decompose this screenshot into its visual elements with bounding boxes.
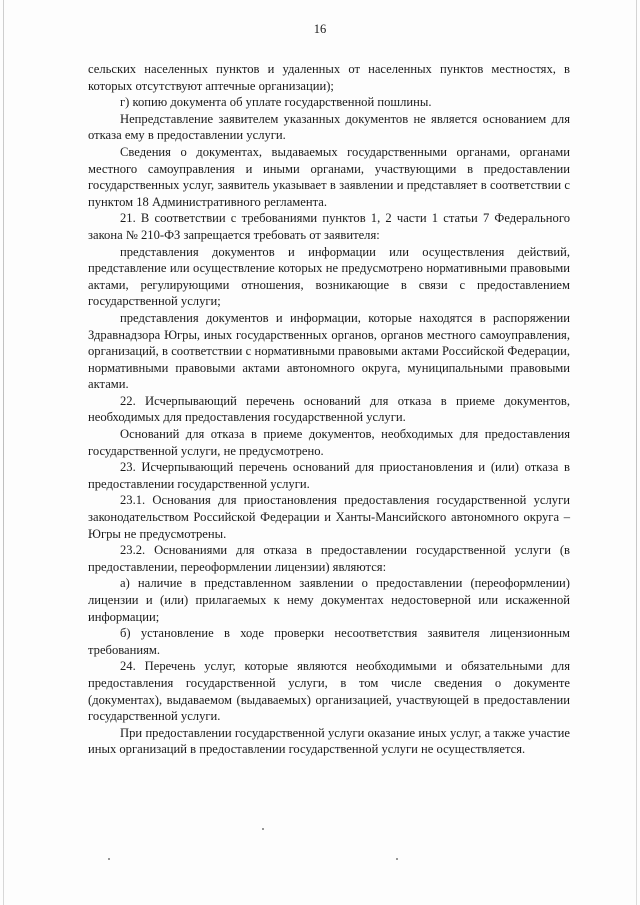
page-number: 16: [313, 22, 327, 36]
paragraph-10: 23. Исчерпывающий перечень оснований для приостановления и (или) отказа в предоставлении государственной услуги.: [88, 460, 570, 491]
paragraph-12: 23.2. Основаниями для отказа в предоставлении государственной услуги (в предоставлении, переоформлении лицензии) являются:: [88, 543, 570, 574]
paragraph-2: г) копию документа об уплате государственной пошлины.: [120, 95, 432, 110]
paragraph-3: Непредставление заявителем указанных документов не является основанием для отказа ему в предоставлении услуги.: [88, 111, 570, 143]
paragraph-13: а) наличие в представленном заявлении о предоставлении (переоформлении) лицензии и (или) прилагаемых к нему документах недостоверной или искаженной информации;: [88, 576, 570, 624]
paragraph-5: 21. В соответствии с требованиями пунктов 1, 2 части 1 статьи 7 Федерального закона № 210-ФЗ запрещается требовать от заявителя:: [88, 211, 570, 242]
paragraph-15: 24. Перечень услуг, которые являются необходимыми и обязательными для предоставления государственной услуги, в том числе сведения о документе (документах), выдаваемом (выдаваемых) организацией, участвующей в предоставлении государственной услуги.: [88, 659, 570, 724]
paragraph-11: 23.1. Основания для приостановления предоставления государственной услуги законодательством Российской Федерации и Ханты-Мансийского автономного округа – Югры не предусмотрены.: [88, 493, 570, 541]
page-edge-left: [3, 0, 4, 905]
scan-speck: [396, 858, 398, 860]
scan-speck: [262, 828, 264, 830]
paragraph-7: представления документов и информации, которые находятся в распоряжении Здравнадзора Югры, иных государственных органов, органов местного самоуправления, организаций, в соответствии с нормативными правовыми актами Российской Федерации, нормативными правовыми актами автономного округа, муниципальными правовыми актами.: [88, 310, 570, 392]
paragraph-8: 22. Исчерпывающий перечень оснований для отказа в приеме документов, необходимых для предоставления государственной услуги.: [88, 393, 570, 425]
paragraph-9: Оснований для отказа в приеме документов, необходимых для предоставления государственной услуги, не предусмотрено.: [88, 427, 570, 458]
scan-speck: [108, 858, 110, 860]
paragraph-4: Сведения о документах, выдаваемых государственными органами, органами местного самоуправления и иными органами, участвующими в предоставлении государственных услуг, заявитель указывает в заявлении и представляет в соответствии с пунктом 18 Административного регламента.: [88, 144, 570, 209]
document-body: [88, 61, 570, 758]
paragraph-1: сельских населенных пунктов и удаленных от населенных пунктов местностях, в которых отсутствуют аптечные организации);: [88, 62, 570, 93]
paragraph-6: представления документов и информации или осуществления действий, представление или осуществление которых не предусмотрено нормативными правовыми актами, регулирующими отношения, возникающие в связи с предоставлением государственной услуги;: [88, 244, 570, 309]
paragraph-14: б) установление в ходе проверки несоответствия заявителя лицензионным требованиям.: [88, 626, 570, 657]
page-edge-right: [636, 0, 637, 905]
paragraph-16: При предоставлении государственной услуги оказание иных услуг, а также участие иных организаций в предоставлении государственной услуги не осуществляется.: [88, 725, 570, 757]
